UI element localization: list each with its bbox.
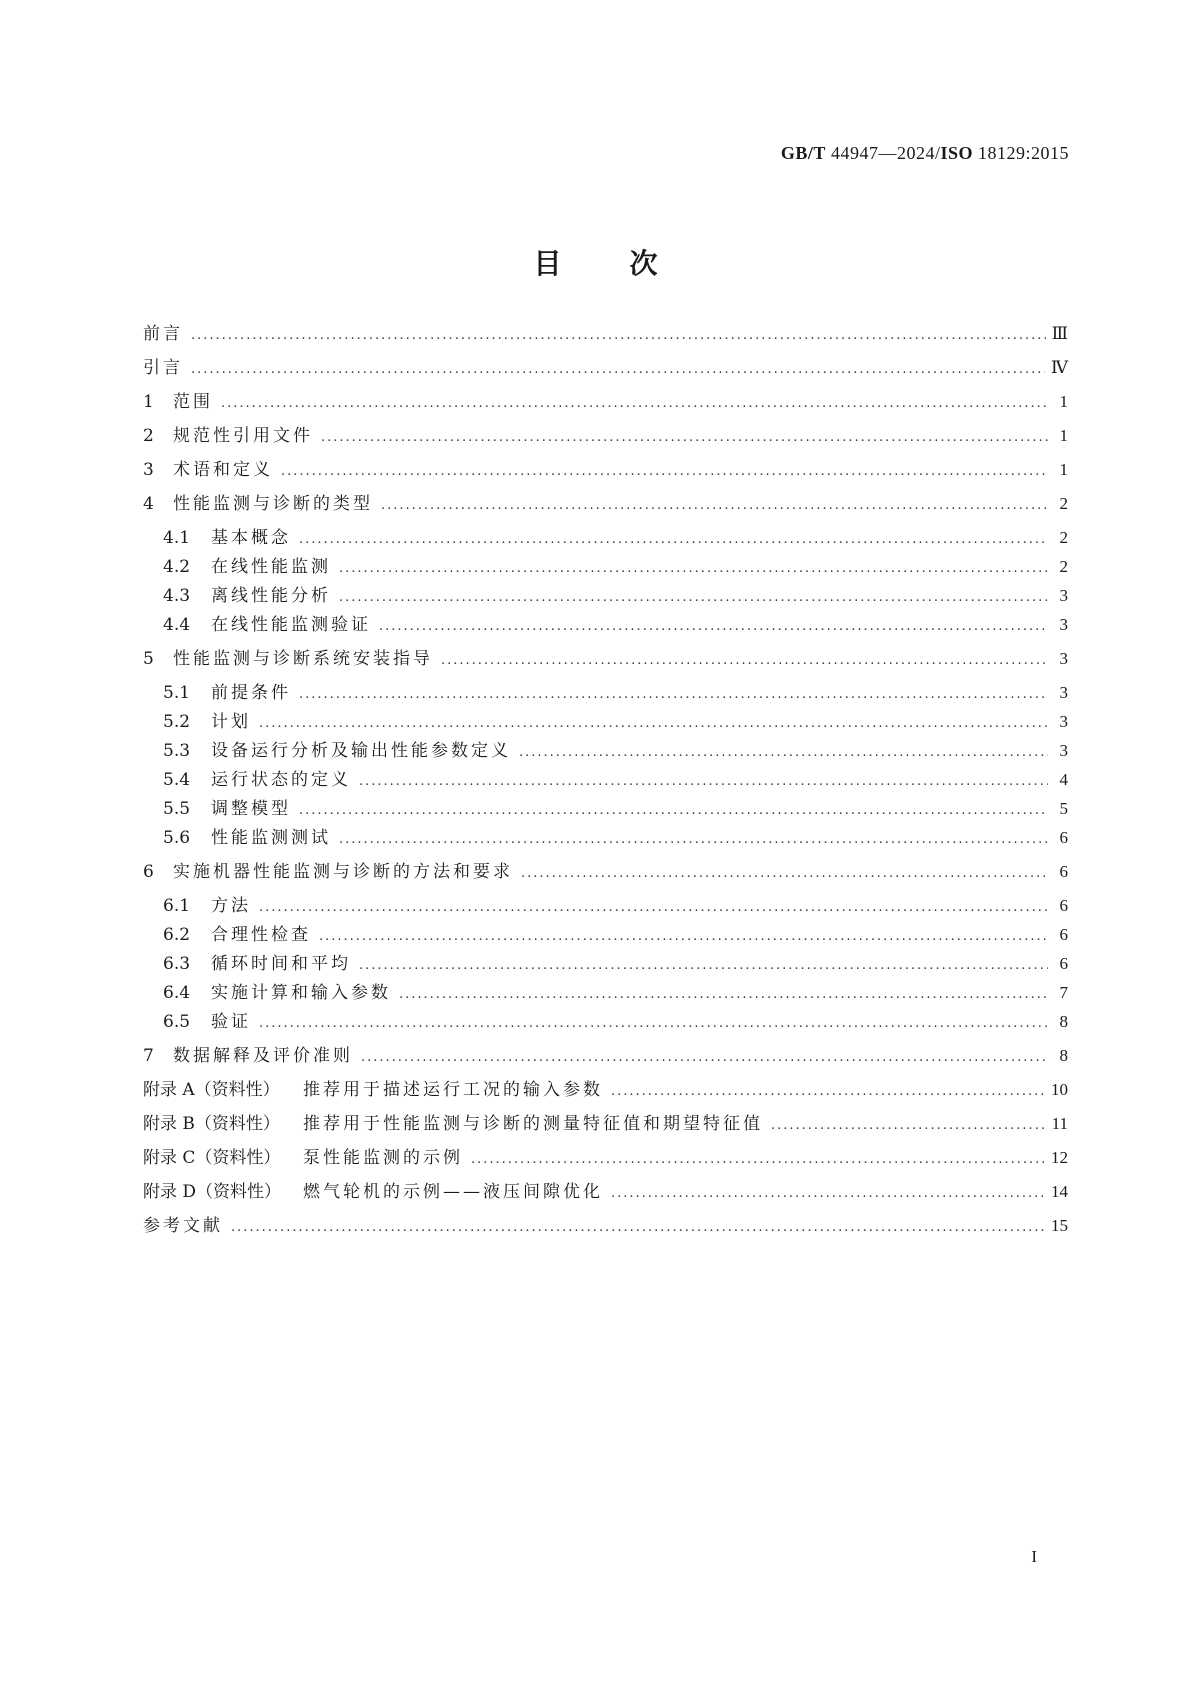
dot-leader xyxy=(381,498,1048,513)
toc-entry-label: 在线性能监测验证 xyxy=(211,615,371,635)
dot-leader xyxy=(519,745,1048,760)
toc-entry-introduction[interactable] xyxy=(143,353,1068,378)
dot-leader xyxy=(339,832,1048,847)
toc-entry-label: 实施机器性能监测与诊断的方法和要求 xyxy=(173,862,513,882)
toc-entry-label: 运行状态的定义 xyxy=(211,770,351,790)
toc-entry-label: 离线性能分析 xyxy=(211,586,331,606)
toc-entry-number: 2 xyxy=(143,426,154,446)
dot-leader xyxy=(321,430,1048,445)
toc-entry-label: 性能监测与诊断的类型 xyxy=(173,494,373,514)
toc-entry-6-4[interactable] xyxy=(163,978,1068,1003)
toc-entry-label: 参考文献 xyxy=(143,1216,223,1236)
toc-entry-4-1[interactable] xyxy=(163,523,1068,548)
toc-entry-label: 在线性能监测 xyxy=(211,557,331,577)
toc-entry-number: 5.4 xyxy=(163,770,191,790)
toc-entry-6-3[interactable] xyxy=(163,949,1068,974)
toc-entry-number: 附录 B（资料性） xyxy=(143,1114,280,1134)
toc-entry-label: 实施计算和输入参数 xyxy=(211,983,391,1003)
toc-entry-number: 附录 C（资料性） xyxy=(143,1148,281,1168)
dot-leader xyxy=(231,1220,1045,1235)
toc-entry-page: Ⅲ xyxy=(1051,324,1068,343)
toc-entry-label: 泵性能监测的示例 xyxy=(303,1148,463,1168)
toc-entry-2[interactable] xyxy=(143,421,1068,446)
dot-leader xyxy=(299,687,1048,702)
toc-entry-page: 15 xyxy=(1051,1216,1068,1235)
toc-entry-label: 术语和定义 xyxy=(173,460,273,480)
toc-entry-label: 合理性检查 xyxy=(211,925,311,945)
toc-entry-label: 计划 xyxy=(211,712,251,732)
toc-entry-label: 引言 xyxy=(143,358,183,378)
toc-entry-bibliography[interactable] xyxy=(143,1211,1068,1236)
toc-entry-label: 前提条件 xyxy=(211,683,291,703)
toc-entry-label: 基本概念 xyxy=(211,528,291,548)
title-char-2: 次 xyxy=(629,247,658,280)
toc-entry-label: 规范性引用文件 xyxy=(173,426,313,446)
std-number: 44947—2024/ xyxy=(830,143,941,163)
dot-leader xyxy=(359,958,1048,973)
toc-entry-number: 5 xyxy=(143,649,154,669)
dot-leader xyxy=(191,362,1045,377)
toc-entry-number: 6.2 xyxy=(163,925,191,945)
dot-leader xyxy=(359,774,1048,789)
toc-entry-page: 1 xyxy=(1059,460,1068,479)
toc-entry-number: 5.6 xyxy=(163,828,191,848)
toc-entry-5-1[interactable] xyxy=(163,678,1068,703)
toc-entry-page: 3 xyxy=(1059,586,1068,605)
toc-entry-page: 8 xyxy=(1059,1046,1068,1065)
dot-leader xyxy=(521,866,1048,881)
toc-entry-page: 6 xyxy=(1059,862,1068,881)
toc-entry-number: 5.3 xyxy=(163,741,191,761)
toc-entry-page: 3 xyxy=(1059,712,1068,731)
dot-leader xyxy=(361,1050,1048,1065)
toc-entry-page: 3 xyxy=(1059,615,1068,634)
toc-entry-page: 14 xyxy=(1051,1182,1068,1201)
toc-entry-page: 2 xyxy=(1059,494,1068,513)
dot-leader xyxy=(281,464,1048,479)
toc-entry-4-3[interactable] xyxy=(163,581,1068,606)
toc-entry-number: 5.5 xyxy=(163,799,191,819)
toc-entry-6-1[interactable] xyxy=(163,891,1068,916)
toc-entry-label: 燃气轮机的示例——液压间隙优化 xyxy=(303,1182,603,1202)
dot-leader xyxy=(611,1084,1045,1099)
toc-entry-label: 性能监测与诊断系统安装指导 xyxy=(173,649,433,669)
toc-entry-label: 设备运行分析及输出性能参数定义 xyxy=(211,741,511,761)
toc-entry-number: 6.1 xyxy=(163,896,191,916)
toc-entry-annex-c[interactable] xyxy=(143,1143,1068,1168)
iso-number: 18129:2015 xyxy=(977,143,1069,163)
dot-leader xyxy=(339,561,1048,576)
dot-leader xyxy=(441,653,1048,668)
toc-entry-number: 5.1 xyxy=(163,683,191,703)
std-prefix: GB/T xyxy=(780,143,826,163)
dot-leader xyxy=(259,1016,1048,1031)
toc-entry-page: 3 xyxy=(1059,683,1068,702)
dot-leader xyxy=(339,590,1048,605)
toc-entry-page: 3 xyxy=(1059,649,1068,668)
toc-entry-annex-a[interactable] xyxy=(143,1075,1068,1100)
toc-entry-page: 12 xyxy=(1051,1148,1068,1167)
toc-entry-5-5[interactable] xyxy=(163,794,1068,819)
dot-leader xyxy=(399,987,1048,1002)
toc-entry-1[interactable] xyxy=(143,387,1068,412)
toc-entry-number: 4.2 xyxy=(163,557,191,577)
toc-entry-number: 6 xyxy=(143,862,154,882)
dot-leader xyxy=(299,532,1048,547)
toc-entry-label: 推荐用于性能监测与诊断的测量特征值和期望特征值 xyxy=(303,1114,763,1134)
toc-entry-5-2[interactable] xyxy=(163,707,1068,732)
title-char-1: 目 xyxy=(533,247,562,280)
iso-prefix: ISO xyxy=(940,143,973,163)
dot-leader xyxy=(319,929,1048,944)
toc-entry-6[interactable] xyxy=(143,857,1068,882)
toc-entry-number: 3 xyxy=(143,460,154,480)
toc-entry-number: 6.3 xyxy=(163,954,191,974)
toc-entry-label: 范围 xyxy=(173,392,213,412)
toc-entry-page: 7 xyxy=(1059,983,1068,1002)
toc-entry-number: 4.4 xyxy=(163,615,191,635)
toc-entry-page: 2 xyxy=(1059,528,1068,547)
toc-entry-6-5[interactable] xyxy=(163,1007,1068,1032)
toc-entry-page: 1 xyxy=(1059,426,1068,445)
standard-code xyxy=(781,143,1069,164)
toc-entry-page: Ⅳ xyxy=(1051,358,1068,377)
toc-entry-5-3[interactable] xyxy=(163,736,1068,761)
toc-entry-annex-b[interactable] xyxy=(143,1109,1068,1134)
toc-entry-page: 6 xyxy=(1059,828,1068,847)
dot-leader xyxy=(259,716,1048,731)
toc-entry-page: 4 xyxy=(1059,770,1068,789)
toc-entry-label: 数据解释及评价准则 xyxy=(173,1046,353,1066)
dot-leader xyxy=(259,900,1048,915)
toc-entry-number: 4.3 xyxy=(163,586,191,606)
toc-entry-page: 10 xyxy=(1051,1080,1068,1099)
dot-leader xyxy=(221,396,1048,411)
toc-entry-page: 6 xyxy=(1059,954,1068,973)
toc-entry-annex-d[interactable] xyxy=(143,1177,1068,1202)
toc-entry-foreword[interactable] xyxy=(143,319,1068,344)
toc-entry-number: 7 xyxy=(143,1046,154,1066)
dot-leader xyxy=(611,1186,1045,1201)
toc-entry-page: 6 xyxy=(1059,896,1068,915)
toc-entry-page: 1 xyxy=(1059,392,1068,411)
toc-entry-label: 性能监测测试 xyxy=(211,828,331,848)
toc-entry-label: 循环时间和平均 xyxy=(211,954,351,974)
toc-entry-label: 验证 xyxy=(211,1012,251,1032)
dot-leader xyxy=(379,619,1048,634)
toc-entry-label: 调整模型 xyxy=(211,799,291,819)
toc-entry-5[interactable] xyxy=(143,644,1068,669)
toc-entry-5-4[interactable] xyxy=(163,765,1068,790)
dot-leader xyxy=(771,1118,1046,1133)
toc-entry-number: 4 xyxy=(143,494,154,514)
toc-entry-label: 前言 xyxy=(143,324,183,344)
toc-entry-number: 附录 D（资料性） xyxy=(143,1182,282,1202)
toc-entry-label: 推荐用于描述运行工况的输入参数 xyxy=(303,1080,603,1100)
toc-entry-page: 11 xyxy=(1051,1114,1068,1133)
toc-entry-number: 6.5 xyxy=(163,1012,191,1032)
toc-entry-page: 2 xyxy=(1059,557,1068,576)
toc-entry-page: 3 xyxy=(1059,741,1068,760)
toc-entry-number: 4.1 xyxy=(163,528,191,548)
dot-leader xyxy=(191,328,1046,343)
toc-entry-4-4[interactable] xyxy=(163,610,1068,635)
page-number: I xyxy=(1031,1547,1037,1566)
toc-entry-page: 8 xyxy=(1059,1012,1068,1031)
toc-entry-number: 5.2 xyxy=(163,712,191,732)
toc-entry-page: 5 xyxy=(1059,799,1068,818)
dot-leader xyxy=(471,1152,1045,1167)
toc-entry-number: 6.4 xyxy=(163,983,191,1003)
toc-entry-number: 1 xyxy=(143,392,154,412)
toc-entry-3[interactable] xyxy=(143,455,1068,480)
toc-entry-4[interactable] xyxy=(143,489,1068,514)
toc-entry-page: 6 xyxy=(1059,925,1068,944)
dot-leader xyxy=(299,803,1048,818)
toc-entry-4-2[interactable] xyxy=(163,552,1068,577)
page-title xyxy=(0,242,1191,282)
toc-entry-number: 附录 A（资料性） xyxy=(143,1080,280,1100)
toc-entry-6-2[interactable] xyxy=(163,920,1068,945)
toc-entry-label: 方法 xyxy=(211,896,251,916)
toc-entry-5-6[interactable] xyxy=(163,823,1068,848)
toc-entry-7[interactable] xyxy=(143,1041,1068,1066)
